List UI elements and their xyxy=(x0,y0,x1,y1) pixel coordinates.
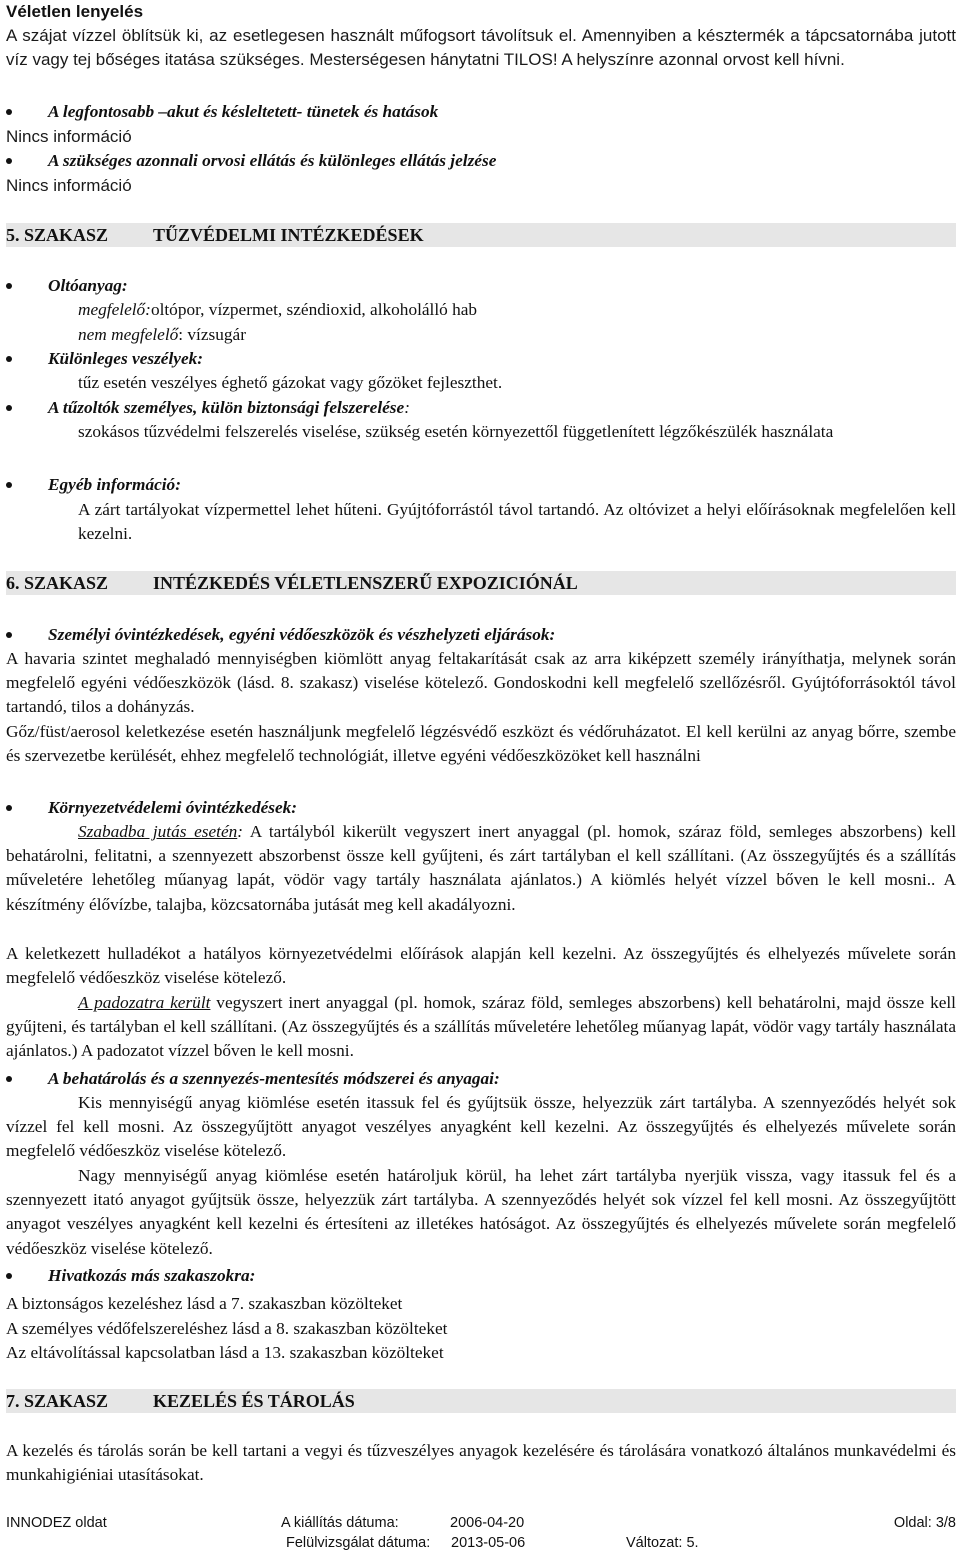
section-7-number: 7. SZAKASZ xyxy=(6,1391,109,1411)
bullet-dot xyxy=(6,1273,12,1279)
footer-page-number: Oldal: 3/8 xyxy=(893,1515,956,1531)
reference-line: A biztonságos kezeléshez lásd a 7. szakaszban közölteket xyxy=(6,1294,403,1313)
bullet-dot xyxy=(6,805,12,811)
section-5-number: 5. SZAKASZ xyxy=(6,225,109,245)
outdoor-release-paragraph xyxy=(6,820,956,917)
section-7-header xyxy=(6,1389,956,1413)
handling-storage-paragraph: A kezelés és tárolás során be kell tartani a vegyi és tűzveszélyes anyagok kezelésére és tárolására vonatkozó általános munkavédelmi és munkahigiéniai utasításokat. xyxy=(6,1441,956,1485)
other-info-text: A zárt tartályokat vízpermettel lehet hűteni. Gyújtóforrástól távol tartandó. Az oltóvizet a helyi előírásoknak megfelelően kell kezelni. xyxy=(78,500,956,544)
heading-accidental-ingestion: Véletlen lenyelés xyxy=(6,2,144,21)
footer-version: Változat: 5. xyxy=(626,1535,699,1551)
large-spill-paragraph: Nagy mennyiségű anyag kiömlése esetén határoljuk körül, ha lehet zárt tartályba nyerjük vissza, vagy itassuk fel és a szennyezett itató anyagot gyűjtsük össze, helyezzük zárt tartályba. A szennyeződés helyét sok vízzel fel kell mosni. Az összegyűjtött anyagot veszélyes anyagként kell kezelni és értesíteni az illetékes hatóságot. Az összegyűjtés és elhelyezés művelete során megfelelő védőeszköz viselése kötelező. xyxy=(6,1166,956,1258)
other-info-label: Egyéb információ: xyxy=(48,475,181,494)
containment-label: A behatárolás és a szennyezés-mentesítés módszerei és anyagai: xyxy=(48,1069,500,1088)
reference-line: Az eltávolítással kapcsolatban lásd a 13. szakaszban közölteket xyxy=(6,1343,444,1362)
bullet-dot xyxy=(6,405,12,411)
floor-label: A padozatra került xyxy=(78,993,211,1012)
firefighter-text: szokásos tűzvédelmi felszerelés viselése, szükség esetén környezettől függetlenített légzőkészülék használata xyxy=(78,422,834,441)
section-5-header xyxy=(6,223,956,247)
personal-precautions-label: Személyi óvintézkedések, egyéni védőeszközök és vészhelyzeti eljárások: xyxy=(48,625,556,644)
special-hazards-label: Különleges veszélyek: xyxy=(48,349,204,368)
section-6-header xyxy=(6,571,956,595)
bullet-symptoms-label: A legfontosabb –akut és késleltetett- tünetek és hatások xyxy=(48,102,439,121)
floor-text: vegyszert inert anyaggal (pl. homok, száraz föld, semleges abszorbens) kell behatárolni, majd össze kell gyűjteni, és tartályban el kell szállítani. (Az összegyűjtés és a szállítás műveletére lehetőleg műanyag lapát, vödör vagy tartály használata ajánlatos.) A padozatot vízzel bőven le kell mosni. xyxy=(6,993,956,1061)
firefighter-colon: : xyxy=(404,398,410,417)
ingestion-paragraph: A szájat vízzel öblítsük ki, az esetlegesen használt műfogsort távolítsuk el. Amennyiben a késztermék a tápcsatornába jutott víz vagy tej bőséges itatása szükséges. Mesterségesen hánytatni TILOS! A helyszínre azonnal orvost kell hívni. xyxy=(6,26,956,69)
bullet-dot xyxy=(6,632,12,638)
bullet-dot xyxy=(6,482,12,488)
bullet-dot xyxy=(6,1076,12,1082)
bullet-dot xyxy=(6,158,12,164)
footer-revision-label: Felülvizsgálat dátuma: xyxy=(286,1535,431,1551)
unsuitable-text: : vízsugár xyxy=(178,325,246,344)
small-spill-paragraph: Kis mennyiségű anyag kiömlése esetén itassuk fel és gyűjtsük össze, helyezzük zárt tartályba. A szennyeződés helyét sok vízzel fel kell mosni. Az összegyűjtött anyagot veszélyes anyagként kell kezelni. Az összegyűjtés és elhelyezés művelete során megfelelő védőeszköz viselése kötelező. xyxy=(6,1093,956,1161)
floor-paragraph xyxy=(6,991,956,1064)
personal-precautions-p1: A havaria szintet meghaladó mennyiségben kiömlött anyag feltakarítását csak az arra kiképzett személy irányíthatja, melynek során megfelelő egyéni védőeszközök (lásd. 8. szakasz) viselése kötelező. Gondoskodni kell megfelelő szellőzésről. Gyújtóforrásoktól távol tartandó, tilos a dohányzás. xyxy=(6,649,956,717)
personal-precautions-p2: Gőz/füst/aerosol keletkezése esetén használjunk megfelelő légzésvédő eszközt és védőruházatot. El kell kerülni az anyag bőrre, szembe és szervezetbe kerülését, ehhez megfelelő technológiát, illetve egyéni védőeszközöket kell használni xyxy=(6,722,956,766)
unsuitable-media xyxy=(78,323,956,347)
bullet-dot xyxy=(6,356,12,362)
footer-company: INNODEZ oldat xyxy=(6,1515,107,1531)
references-label: Hivatkozás más szakaszokra: xyxy=(48,1266,256,1285)
outdoor-release-text: A tartályból kikerült vegyszert inert anyaggal (pl. homok, száraz föld, semleges abszorbens) kell behatárolni, felitatni, a szennyezett abszorbenst össze kell gyűjteni, és zárt tartályban el kell szállítani. (Az összegyűjtés és a szállítás műveletére lehetőleg műanyag lapát, vödör vagy tartály használata ajánlatos.) A kiömlés helyét vízzel bőven le kell mosni.. A készítmény élővízbe, talajba, közcsatornába jutását meg kell akadályozni. xyxy=(6,822,956,914)
symptoms-text: Nincs információ xyxy=(6,127,132,146)
section-6-title: INTÉZKEDÉS VÉLETLENSZERŰ EXPOZICIÓNÁL xyxy=(153,573,578,593)
waste-paragraph: A keletkezett hulladékot a hatályos környezetvédelmi előírások alapján kell kezelni. Az összegyűjtés és elhelyezés művelete során megfelelő védőeszköz viselése kötelező. xyxy=(6,944,956,988)
unsuitable-label: nem megfelelő xyxy=(78,325,179,344)
medical-care-text: Nincs információ xyxy=(6,176,132,195)
bullet-dot xyxy=(6,283,12,289)
bullet-dot xyxy=(6,109,12,115)
section-5-title: TŰZVÉDELMI INTÉZKEDÉSEK xyxy=(153,225,424,245)
suitable-label: megfelelő: xyxy=(78,300,151,319)
outdoor-release-label: Szabadba jutás esetén xyxy=(78,822,238,841)
footer-issue-date: 2006-04-20 xyxy=(450,1515,525,1531)
firefighter-label-wrap xyxy=(48,396,410,420)
suitable-media xyxy=(78,298,956,322)
section-6-number: 6. SZAKASZ xyxy=(6,573,109,593)
footer-revision-date: 2013-05-06 xyxy=(451,1535,526,1551)
outdoor-release-colon: : xyxy=(237,822,244,841)
suitable-text: oltópor, vízpermet, széndioxid, alkoholálló hab xyxy=(150,300,478,319)
reference-line: A személyes védőfelszereléshez lásd a 8. szakaszban közölteket xyxy=(6,1319,448,1338)
special-hazards-text: tűz esetén veszélyes éghető gázokat vagy gőzöket fejleszthet. xyxy=(78,373,503,392)
bullet-medical-care-label: A szükséges azonnali orvosi ellátás és különleges ellátás jelzése xyxy=(48,151,497,170)
section-7-title: KEZELÉS ÉS TÁROLÁS xyxy=(153,1391,355,1411)
footer-issue-label: A kiállítás dátuma: xyxy=(281,1515,399,1531)
environmental-label: Környezetvédelemi óvintézkedések: xyxy=(48,798,298,817)
extinguishing-label: Oltóanyag: xyxy=(48,276,128,295)
firefighter-label: A tűzoltók személyes, külön biztonsági felszerelése xyxy=(48,398,405,417)
